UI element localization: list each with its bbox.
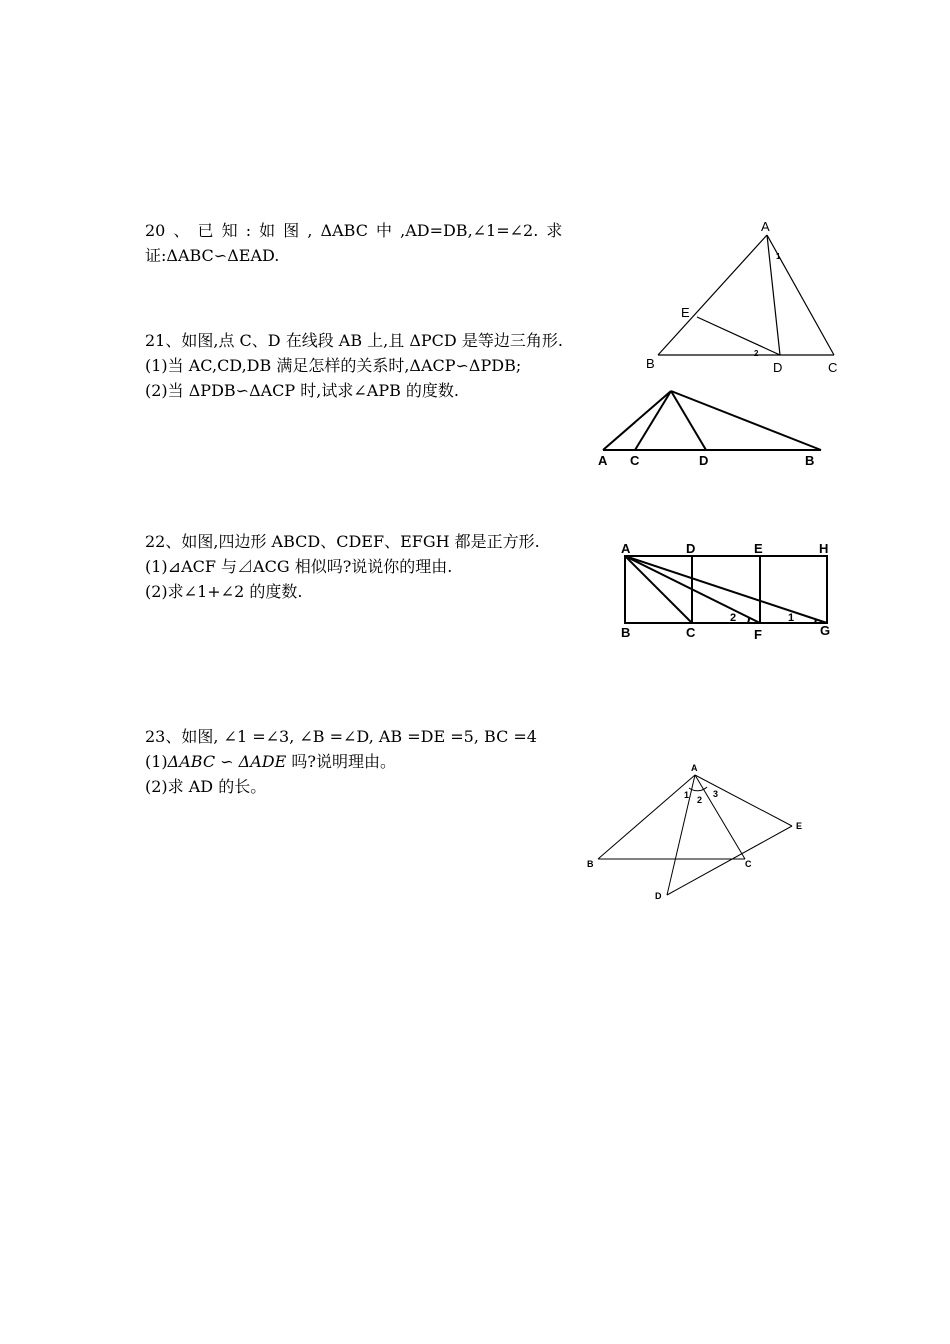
question-23 bbox=[145, 724, 625, 799]
q22-label-e: E bbox=[754, 541, 763, 556]
q22-label-a: A bbox=[621, 541, 631, 556]
q23-side-de bbox=[667, 826, 792, 895]
q21-line1: 21、如图,点 C、D 在线段 AB 上,且 ΔPCD 是等边三角形. bbox=[145, 331, 563, 350]
q20-label-a: A bbox=[761, 219, 770, 234]
q20-angle-1: 1 bbox=[776, 252, 781, 261]
q23-angle-1: 1 bbox=[684, 790, 690, 800]
q22-line1: 22、如图,四边形 ABCD、CDEF、EFGH 都是正方形. bbox=[145, 532, 540, 551]
q20-label-b: B bbox=[646, 356, 655, 371]
q22-label-c: C bbox=[686, 625, 696, 640]
q20-label-d: D bbox=[773, 360, 783, 375]
q22-line2: (1)⊿ACF 与⊿ACG 相似吗?说说你的理由. bbox=[145, 557, 453, 576]
q20-angle-2: 2 bbox=[754, 349, 759, 358]
q23-label-e: E bbox=[796, 821, 803, 831]
q21-line3: (2)当 ΔPDB∽ΔACP 时,试求∠APB 的度数. bbox=[145, 381, 460, 400]
q23-label-a: A bbox=[691, 763, 698, 773]
q21-label-b: B bbox=[805, 453, 815, 468]
q23-label-c: C bbox=[745, 859, 752, 869]
q21-segment-dp bbox=[671, 391, 706, 450]
q22-line3: (2)求∠1+∠2 的度数. bbox=[145, 582, 303, 601]
q23-line2-suffix: 吗?说明理由。 bbox=[286, 752, 396, 771]
q20-label-c: C bbox=[828, 360, 838, 375]
q23-side-ad bbox=[667, 775, 695, 895]
q22-angle-2-arc bbox=[748, 617, 749, 623]
q21-label-c: C bbox=[630, 453, 640, 468]
q22-label-f: F bbox=[754, 627, 762, 642]
q20-line2: 证:ΔABC∽ΔEAD. bbox=[145, 246, 280, 265]
q21-label-a: A bbox=[598, 453, 608, 468]
q22-label-g: G bbox=[820, 623, 831, 638]
q22-angle-1: 1 bbox=[788, 612, 795, 624]
q23-line1: 23、如图, ∠1 =∠3, ∠B =∠D, AB =DE =5, BC =4 bbox=[145, 727, 537, 746]
q22-segment-ag bbox=[625, 556, 827, 623]
q22-angle-1-arc bbox=[815, 619, 816, 623]
q21-segment-cp bbox=[635, 391, 671, 450]
q23-angle-arcs bbox=[689, 787, 707, 791]
question-20 bbox=[145, 218, 615, 268]
q23-side-ae bbox=[695, 775, 792, 826]
q22-segment-af bbox=[625, 556, 760, 623]
question-21 bbox=[145, 328, 615, 403]
q23-line2-math: ΔABC ∽ ΔADE bbox=[167, 752, 287, 771]
q22-outer-rectangle bbox=[625, 556, 827, 623]
q21-line2: (1)当 AC,CD,DB 满足怎样的关系时,ΔACP∽ΔPDB; bbox=[145, 356, 522, 375]
q23-angle-2: 2 bbox=[697, 795, 703, 805]
q22-label-d: D bbox=[686, 541, 696, 556]
q22-segment-ac bbox=[625, 556, 692, 623]
q22-label-h: H bbox=[819, 541, 829, 556]
q23-line2 bbox=[145, 749, 625, 774]
q23-angle-3: 3 bbox=[713, 789, 719, 799]
q21-segment-bp bbox=[671, 391, 821, 450]
q23-line2-prefix: (1) bbox=[145, 752, 168, 771]
q20-side-ab bbox=[658, 235, 767, 355]
q20-line1: 20 、 已 知 : 如 图 , ΔABC 中 ,AD=DB,∠1=∠2. 求 bbox=[145, 221, 563, 240]
q20-side-ac bbox=[767, 235, 834, 355]
q22-label-b: B bbox=[621, 625, 631, 640]
q21-label-d: D bbox=[699, 453, 709, 468]
q23-label-b: B bbox=[587, 859, 594, 869]
question-22 bbox=[145, 529, 615, 604]
q23-label-d: D bbox=[655, 891, 662, 901]
q22-angle-2: 2 bbox=[730, 612, 737, 624]
q20-segment-ad bbox=[767, 235, 780, 355]
q23-side-ac bbox=[695, 775, 745, 859]
q20-segment-ed bbox=[697, 317, 780, 355]
q23-line3: (2)求 AD 的长。 bbox=[145, 777, 267, 796]
q20-label-e: E bbox=[681, 305, 690, 320]
